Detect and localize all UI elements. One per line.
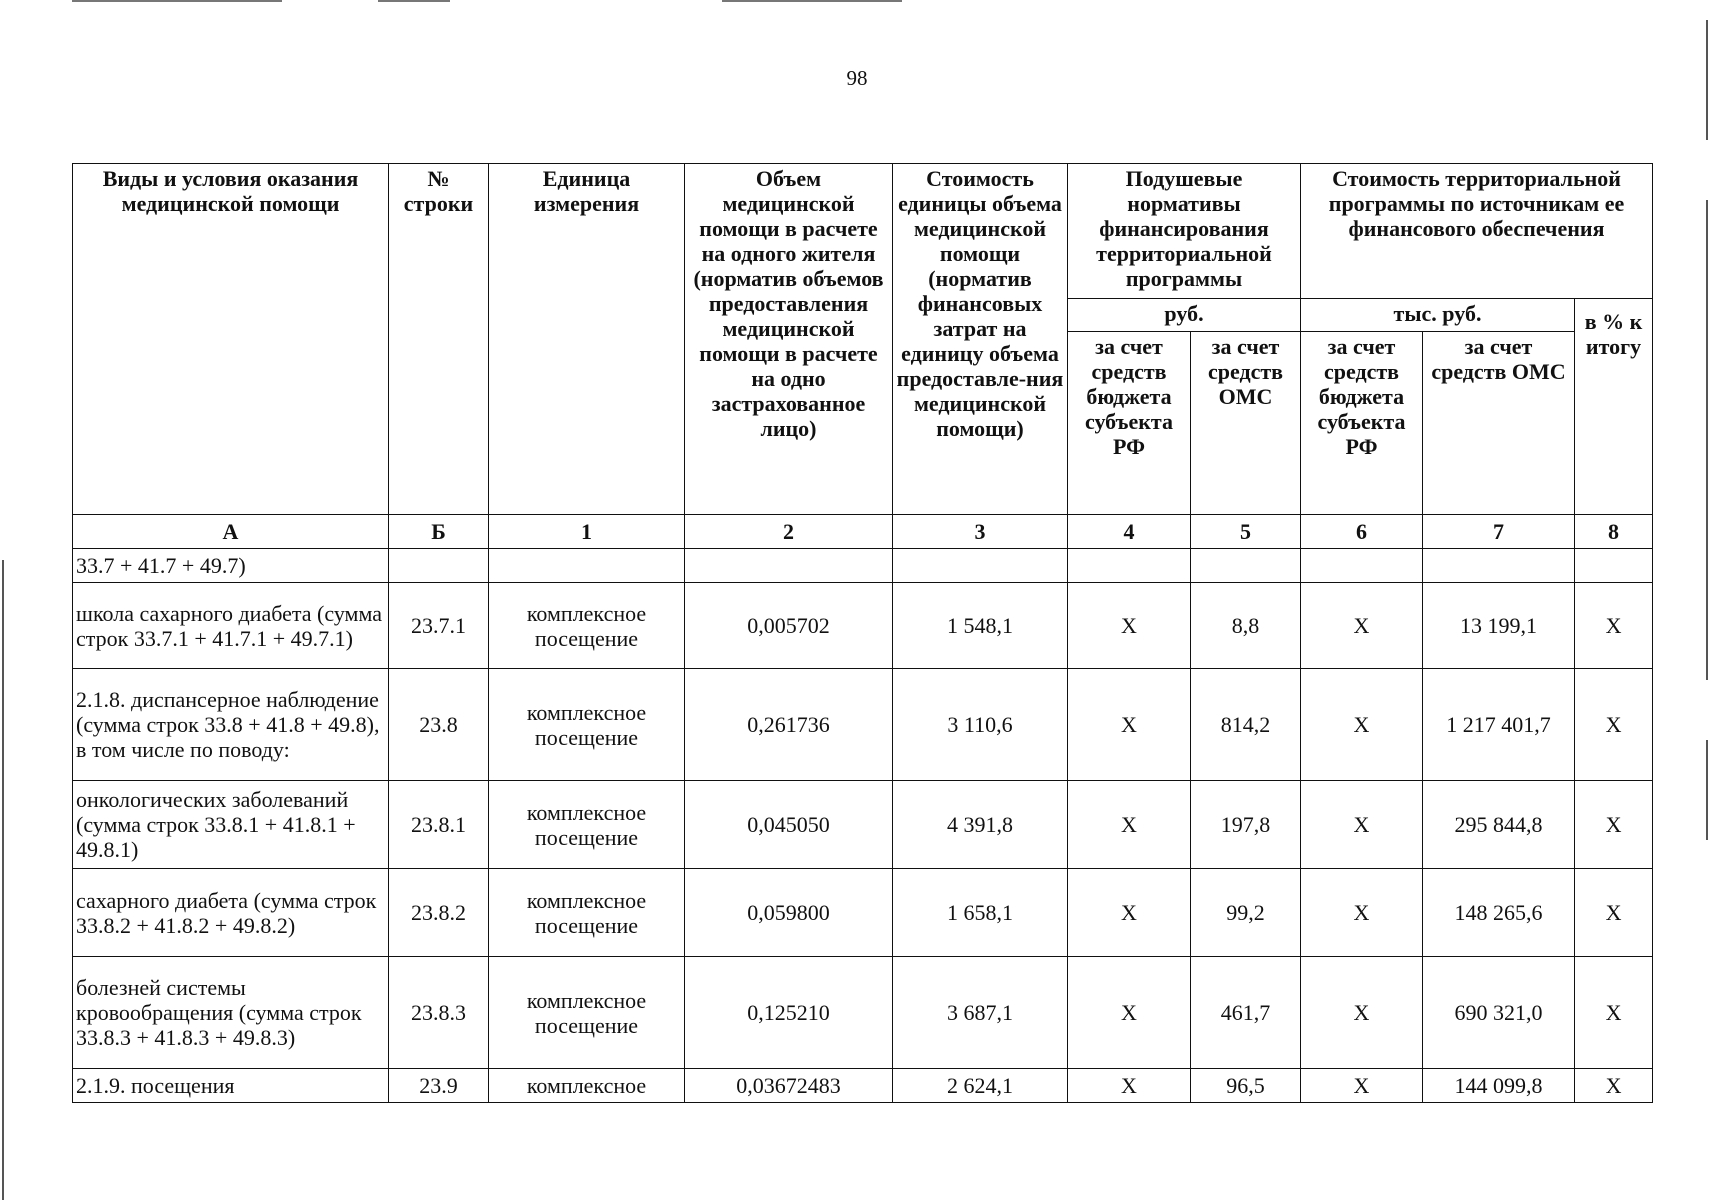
cell-row-no: 23.9 [389,1069,489,1103]
header-oms-2: за счет средств ОМС [1423,332,1575,515]
header-pct: в % к итогу [1575,299,1653,515]
cell-c5 [1191,549,1301,583]
col-index: 4 [1068,515,1191,549]
side-mark-3 [1706,740,1708,840]
cell-c5: 99,2 [1191,869,1301,957]
side-mark-2 [1706,200,1708,680]
col-index: 5 [1191,515,1301,549]
side-mark-4 [2,560,4,1200]
cell-c7 [1423,549,1575,583]
col-index: 2 [685,515,893,549]
cell-c6: Х [1301,781,1423,869]
program-cost-table [72,163,1653,1103]
cell-unit [489,549,685,583]
cell-row-no: 23.8.1 [389,781,489,869]
cell-volume: 0,261736 [685,669,893,781]
table-row [73,549,1653,583]
cell-volume [685,549,893,583]
cell-c6: Х [1301,669,1423,781]
table-row [73,781,1653,869]
header-per-capita: Подушевые нормативы финансирования территориальной программы [1068,164,1301,299]
cell-row-no: 23.8.2 [389,869,489,957]
header-budget: за счет средств бюджета субъекта РФ [1068,332,1191,515]
table-row [73,957,1653,1069]
header-kind: Виды и условия оказания медицинской помощи [73,164,389,515]
cell-c4: Х [1068,669,1191,781]
cell-c8: Х [1575,583,1653,669]
table-row [73,1069,1653,1103]
cell-c6: Х [1301,583,1423,669]
cell-c7: 295 844,8 [1423,781,1575,869]
header-thous-rub: тыс. руб. [1301,299,1575,332]
col-index: 8 [1575,515,1653,549]
cell-c7: 1 217 401,7 [1423,669,1575,781]
cell-volume: 0,03672483 [685,1069,893,1103]
cell-unit: комплексное посещение [489,669,685,781]
cell-c5: 8,8 [1191,583,1301,669]
cell-c6 [1301,549,1423,583]
header-volume: Объем медицинской помощи в расчете на одного жителя (норматив объемов предоставления медицинской помощи в расчете на одно застрахованное лицо) [685,164,893,515]
cell-cost: 1 658,1 [893,869,1068,957]
cell-c5: 96,5 [1191,1069,1301,1103]
cell-unit: комплексное посещение [489,957,685,1069]
cell-c4 [1068,549,1191,583]
cell-c6: Х [1301,1069,1423,1103]
col-index: Б [389,515,489,549]
cell-c4: Х [1068,957,1191,1069]
cell-name: болезней системы кровообращения (сумма строк 33.8.3 + 41.8.3 + 49.8.3) [73,957,389,1069]
cell-c4: Х [1068,781,1191,869]
cell-cost: 2 624,1 [893,1069,1068,1103]
cell-c4: Х [1068,869,1191,957]
cell-name: сахарного диабета (сумма строк 33.8.2 + 41.8.2 + 49.8.2) [73,869,389,957]
cell-volume: 0,045050 [685,781,893,869]
page-number: 98 [846,66,868,90]
cell-c8: Х [1575,1069,1653,1103]
header-cost: Стоимость единицы объема медицинской помощи (норматив финансовых затрат на единицу объема предоставле-ния медицинской помощи) [893,164,1068,515]
cell-c7: 690 321,0 [1423,957,1575,1069]
col-index: 3 [893,515,1068,549]
header-oms: за счет средств ОМС [1191,332,1301,515]
col-index: 7 [1423,515,1575,549]
cell-name: школа сахарного диабета (сумма строк 33.7.1 + 41.7.1 + 49.7.1) [73,583,389,669]
table-row [73,869,1653,957]
cell-cost: 4 391,8 [893,781,1068,869]
cell-c8: Х [1575,669,1653,781]
cell-c8 [1575,549,1653,583]
cell-c8: Х [1575,781,1653,869]
header-row-1 [73,164,1653,299]
cell-unit: комплексное посещение [489,583,685,669]
cell-c8: Х [1575,957,1653,1069]
cell-volume: 0,125210 [685,957,893,1069]
header-program-cost: Стоимость территориальной программы по источникам ее финансового обеспечения [1301,164,1653,299]
cell-c7: 144 099,8 [1423,1069,1575,1103]
cell-volume: 0,059800 [685,869,893,957]
cell-row-no: 23.8.3 [389,957,489,1069]
header-row-no: № строки [389,164,489,515]
top-rule-2 [378,0,450,2]
cell-unit: комплексное [489,1069,685,1103]
cell-c7: 148 265,6 [1423,869,1575,957]
cell-volume: 0,005702 [685,583,893,669]
cell-name: онкологических заболеваний (сумма строк 33.8.1 + 41.8.1 + 49.8.1) [73,781,389,869]
cell-cost [893,549,1068,583]
col-index: А [73,515,389,549]
cell-cost: 3 110,6 [893,669,1068,781]
column-index-row [73,515,1653,549]
cell-row-no [389,549,489,583]
cell-row-no: 23.7.1 [389,583,489,669]
cell-c5: 197,8 [1191,781,1301,869]
header-rub: руб. [1068,299,1301,332]
table-row [73,583,1653,669]
cell-c6: Х [1301,957,1423,1069]
cell-name: 2.1.8. диспансерное наблюдение (сумма строк 33.8 + 41.8 + 49.8), в том числе по поводу: [73,669,389,781]
cell-cost: 3 687,1 [893,957,1068,1069]
cell-c4: Х [1068,583,1191,669]
cell-name: 2.1.9. посещения [73,1069,389,1103]
cell-c7: 13 199,1 [1423,583,1575,669]
cell-c6: Х [1301,869,1423,957]
cell-c5: 461,7 [1191,957,1301,1069]
cell-unit: комплексное посещение [489,869,685,957]
cell-c5: 814,2 [1191,669,1301,781]
header-budget-2: за счет средств бюджета субъекта РФ [1301,332,1423,515]
cell-name: 33.7 + 41.7 + 49.7) [73,549,389,583]
cell-unit: комплексное посещение [489,781,685,869]
cell-c8: Х [1575,869,1653,957]
cell-row-no: 23.8 [389,669,489,781]
col-index: 1 [489,515,685,549]
col-index: 6 [1301,515,1423,549]
cell-c4: Х [1068,1069,1191,1103]
table-row [73,669,1653,781]
top-rule-3 [722,0,902,2]
header-unit: Единица измерения [489,164,685,515]
top-rule-1 [72,0,282,2]
cell-cost: 1 548,1 [893,583,1068,669]
